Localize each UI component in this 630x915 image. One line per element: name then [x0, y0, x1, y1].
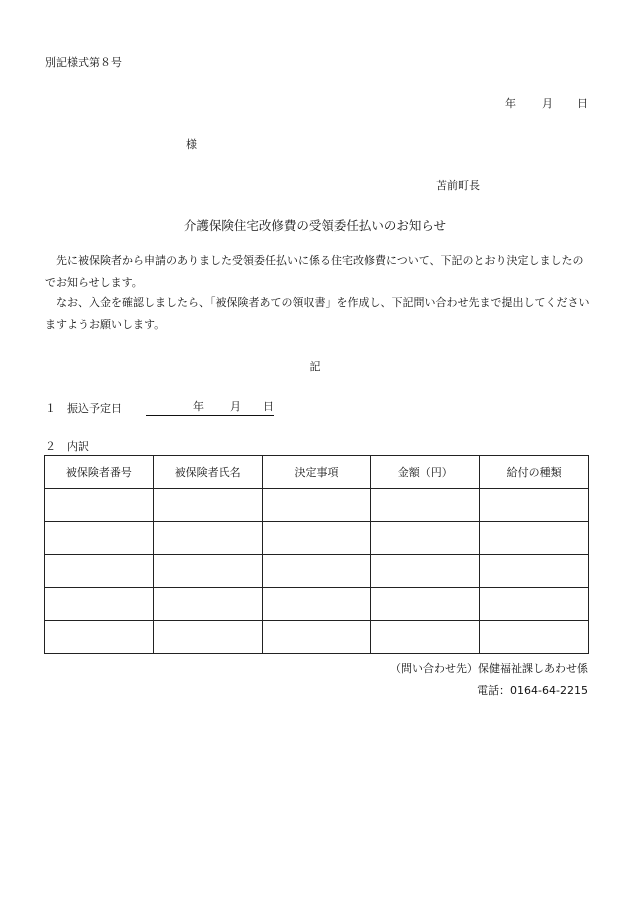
table-cell: [262, 555, 371, 588]
table-row: [45, 555, 589, 588]
table-cell: [45, 621, 154, 654]
table-cell: [262, 588, 371, 621]
header-insured-number: 被保険者番号: [45, 456, 154, 489]
table-cell: [262, 621, 371, 654]
transfer-date-line: [45, 398, 274, 416]
contact-info: （問い合わせ先）保健福祉課しあわせ係: [390, 662, 588, 675]
table-cell: [153, 621, 262, 654]
transfer-date-field: [146, 398, 274, 416]
table-cell: [480, 555, 589, 588]
phone-number: 電話：0164-64-2215: [477, 684, 588, 697]
breakdown-label: ２ 内訳: [45, 440, 89, 453]
table-cell: [45, 489, 154, 522]
table-row: [45, 489, 589, 522]
table-cell: [371, 489, 480, 522]
transfer-month: 月: [230, 400, 241, 413]
table-cell: [153, 522, 262, 555]
transfer-label: １ 振込予定日: [45, 402, 122, 415]
header-amount: 金額（円）: [371, 456, 480, 489]
notice-paragraph-2: なお、入金を確認しましたら、「被保険者あての領収書」を作成し、下記問い合わせ先まで提出してくださいますようお願いします。: [45, 296, 590, 331]
table-cell: [371, 522, 480, 555]
document-title: 介護保険住宅改修費の受領委任払いのお知らせ: [183, 218, 447, 233]
table-cell: [480, 588, 589, 621]
date-year: 年: [505, 97, 516, 110]
table-cell: [45, 588, 154, 621]
table-cell: [480, 621, 589, 654]
date-month: 月: [542, 97, 553, 110]
date-day: 日: [577, 97, 588, 110]
table-cell: [45, 522, 154, 555]
table-cell: [262, 522, 371, 555]
table-cell: [262, 489, 371, 522]
table-row: [45, 588, 589, 621]
table-cell: [153, 489, 262, 522]
form-number: 別記様式第８号: [45, 56, 122, 69]
issue-date: [438, 95, 588, 111]
addressee-suffix: 様: [186, 138, 197, 151]
ki-heading: 記: [309, 360, 321, 373]
header-insured-name: 被保険者氏名: [153, 456, 262, 489]
table-cell: [480, 522, 589, 555]
transfer-day: 日: [263, 400, 274, 413]
table-cell: [371, 588, 480, 621]
table-cell: [45, 555, 154, 588]
table-cell: [153, 588, 262, 621]
header-benefit-type: 給付の種類: [480, 456, 589, 489]
table-row: [45, 522, 589, 555]
table-cell: [371, 555, 480, 588]
notice-paragraph-1: 先に被保険者から申請のありました受領委任払いに係る住宅改修費について、下記のとおり決定しましたのでお知らせします。: [45, 254, 584, 289]
table-cell: [371, 621, 480, 654]
table-row: [45, 621, 589, 654]
table-cell: [153, 555, 262, 588]
table-header-row: [45, 456, 589, 489]
issuer-name: 苫前町長: [436, 179, 480, 192]
header-decision: 決定事項: [262, 456, 371, 489]
table-cell: [480, 489, 589, 522]
transfer-year: 年: [193, 400, 204, 413]
breakdown-table: [44, 455, 589, 654]
